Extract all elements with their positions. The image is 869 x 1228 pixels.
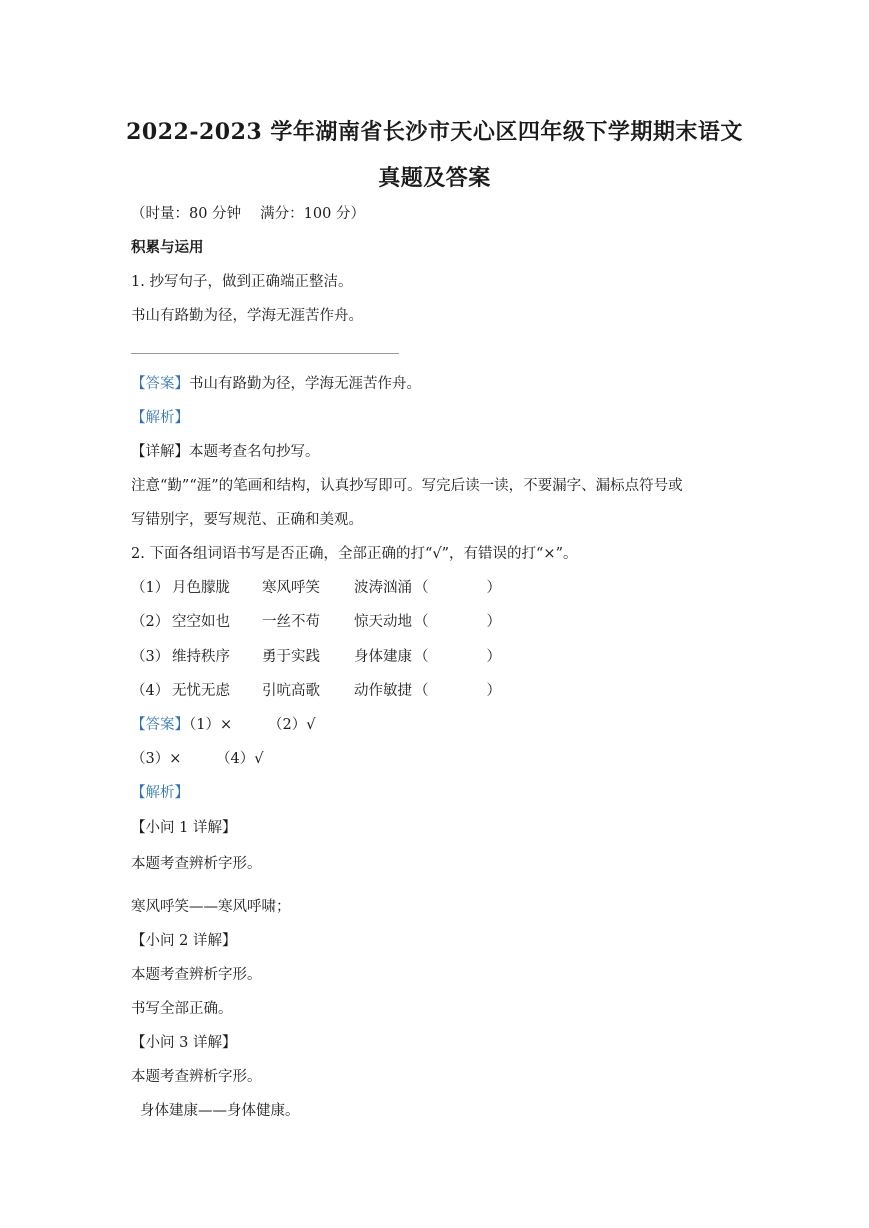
q2-word: 空空如也 xyxy=(172,614,230,630)
q2-word: 月色朦胧 xyxy=(172,580,230,596)
q2-word: 动作敏捷 xyxy=(354,683,412,699)
answer-tag: 【答案】 xyxy=(131,717,189,733)
sub1-text: 本题考查辨析字形。 xyxy=(131,856,262,872)
q1-note-1: 注意“勤”“涯”的笔画和结构，认真抄写即可。写完后读一读，不要漏字、漏标点符号或 xyxy=(131,478,683,494)
q2-row-num: （1） xyxy=(131,580,170,596)
q2-blank: （ ） xyxy=(414,683,501,699)
q2-word: 身体建康 xyxy=(354,649,412,665)
q2-word: 维持秩序 xyxy=(172,649,230,665)
sub1-fix: 寒风呼笑——寒风呼啸； xyxy=(131,899,291,915)
answer-text: 书山有路勤为径，学海无涯苦作舟。 xyxy=(189,376,421,392)
q2-word: 勇于实践 xyxy=(262,649,320,665)
q2-analysis-tag: 【解析】 xyxy=(131,785,189,801)
answer-item: （2）√ xyxy=(268,717,316,733)
sub3-text: 本题考查辨析字形。 xyxy=(131,1069,262,1085)
sub2-text: 本题考查辨析字形。 xyxy=(131,967,262,983)
sub2-fix: 书写全部正确。 xyxy=(131,1001,233,1017)
q2-row-num: （4） xyxy=(131,683,170,699)
q2-blank: （ ） xyxy=(414,580,501,596)
title-line-2: 真题及答案 xyxy=(378,165,491,191)
q1-stem: 1. 抄写句子，做到正确端正整洁。 xyxy=(131,274,353,290)
q2-word: 一丝不苟 xyxy=(262,614,320,630)
sub1-title: 【小问 1 详解】 xyxy=(131,820,237,836)
q1-analysis-tag: 【解析】 xyxy=(131,410,189,426)
q1-sentence: 书山有路勤为径，学海无涯苦作舟。 xyxy=(131,308,363,324)
answer-item: （3）× xyxy=(131,751,182,767)
title-line-1: 2022-2023 学年湖南省长沙市天心区四年级下学期期末语文 xyxy=(126,119,743,145)
q2-word: 波涛汹涌 xyxy=(354,580,412,596)
sub3-fix: 身体建康——身体健康。 xyxy=(140,1103,300,1119)
answer-item: （1）× xyxy=(189,717,233,733)
exam-meta: （时量：80 分钟 满分：100 分） xyxy=(131,206,365,222)
q2-blank: （ ） xyxy=(414,614,501,630)
section-heading: 积累与运用 xyxy=(131,239,204,256)
sub3-title: 【小问 3 详解】 xyxy=(131,1035,237,1051)
q2-word: 惊天动地 xyxy=(354,614,412,630)
q2-row-num: （2） xyxy=(131,614,170,630)
q2-word: 引吭高歌 xyxy=(262,683,320,699)
q2-word: 寒风呼笑 xyxy=(262,580,320,596)
answer-item: （4）√ xyxy=(216,751,264,767)
sub2-title: 【小问 2 详解】 xyxy=(131,933,237,949)
q1-answer-line xyxy=(131,353,399,354)
q2-blank: （ ） xyxy=(414,649,501,665)
q1-note-2: 写错别字，要写规范、正确和美观。 xyxy=(131,512,363,528)
q1-answer xyxy=(131,374,421,394)
answer-tag: 【答案】 xyxy=(131,376,189,392)
q2-word: 无忧无虑 xyxy=(172,683,230,699)
q2-stem: 2. 下面各组词语书写是否正确，全部正确的打“√”，有错误的打“×”。 xyxy=(131,546,578,562)
q2-answer xyxy=(131,715,232,735)
q1-detail: 【详解】本题考查名句抄写。 xyxy=(131,444,320,460)
q2-row-num: （3） xyxy=(131,649,170,665)
